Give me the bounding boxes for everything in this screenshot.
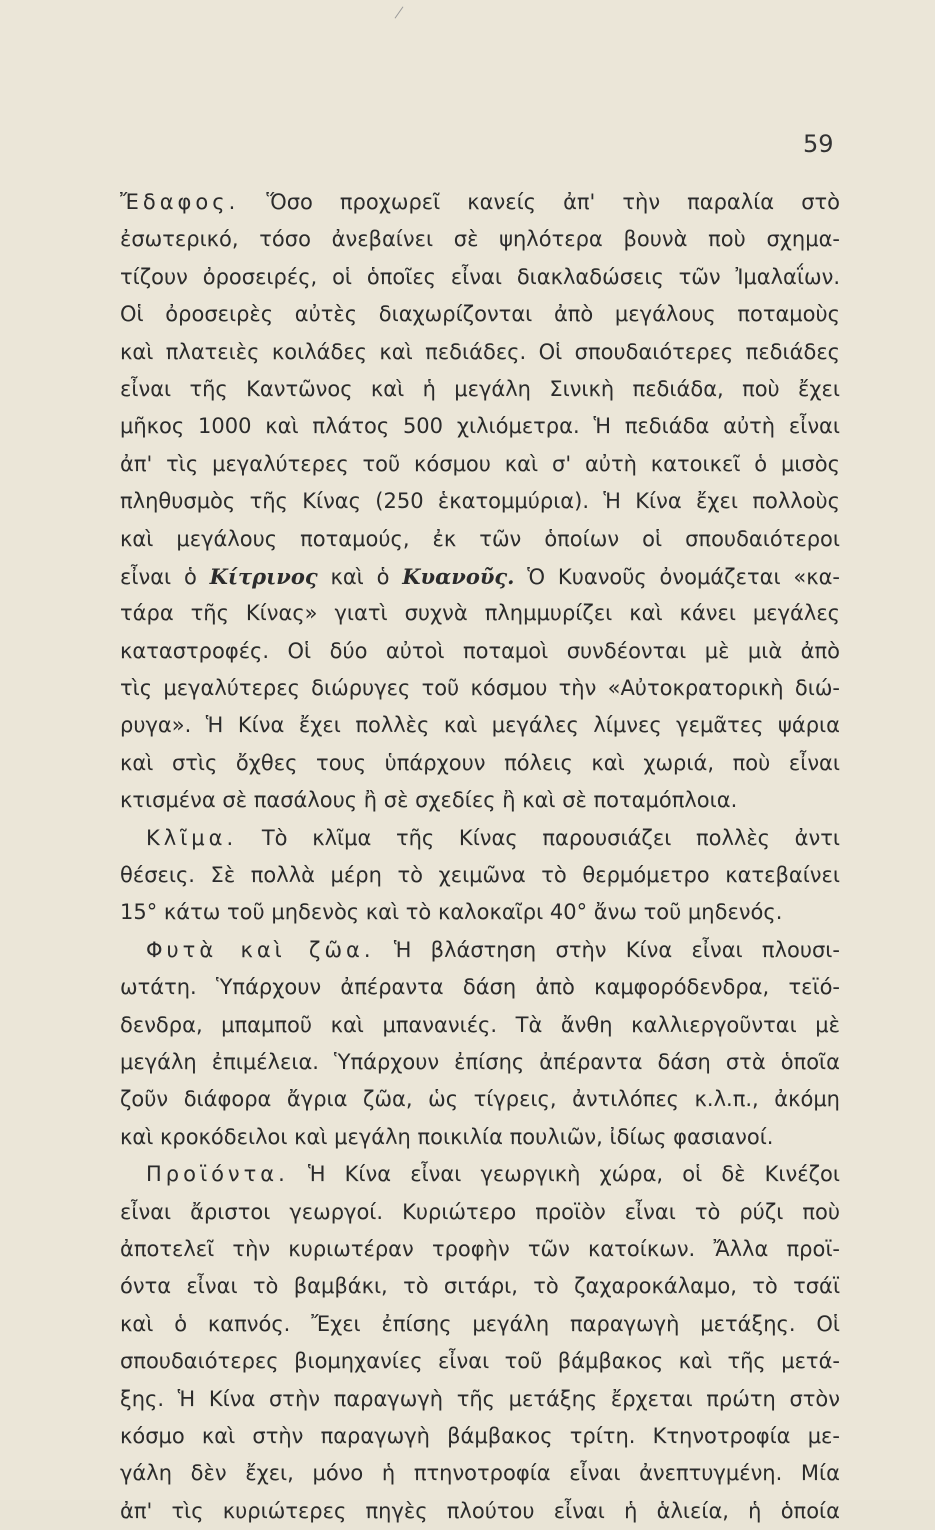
text-line [120, 1343, 840, 1380]
text-line [120, 1455, 840, 1492]
text-run: ωτάτη. Ὑπάρχουν ἀπέραντα δάση ἀπὸ καμφορόδενδρα, τεϊό- [120, 975, 840, 1000]
text-run: Ἡ βλάστηση στὴν Κίνα εἶναι πλουσι- [374, 937, 840, 962]
section-heading: Προϊόντα. [146, 1162, 289, 1187]
text-run: ἀποτελεῖ τὴν κυριωτέραν τροφὴν τῶν κατοίκων. Ἄλλα προϊ- [120, 1236, 840, 1261]
text-line [120, 371, 840, 408]
text-run: Ὅσο προχωρεῖ κανείς ἀπ' τὴν παραλία στὸ [239, 190, 840, 214]
text-run: εἶναι ἄριστοι γεωργοί. Κυριώτερο προϊὸν εἶναι τὸ ρύζι ποὺ [120, 1199, 840, 1224]
text-run: Ὁ Κυανοῦς ὀνομάζεται «κα- [514, 564, 841, 589]
text-run: καὶ ὁ [317, 564, 403, 589]
text-run: ζοῦν διάφορα ἄγρια ζῶα, ὡς τίγρεις, ἀντιλόπες κ.λ.π., ἀκόμη [120, 1087, 840, 1112]
text-run: καὶ στὶς ὄχθες τους ὑπάρχουν πόλεις καὶ χωριά, ποὺ εἶναι [120, 750, 840, 775]
section-heading: Φυτὰ καὶ ζῶα. [146, 937, 375, 962]
text-run: Οἱ ὀροσειρὲς αὐτὲς διαχωρίζονται ἀπὸ μεγάλους ποταμοὺς [120, 302, 840, 327]
text-line [120, 446, 840, 483]
text-line [120, 408, 840, 445]
text-line [120, 1156, 840, 1193]
text-line [120, 1044, 840, 1081]
text-line [120, 745, 840, 782]
text-run: γάλη δὲν ἔχει, μόνο ἡ πτηνοτροφία εἶναι ἀνεπτυγμένη. Μία [120, 1461, 840, 1486]
text-line [120, 894, 840, 931]
text-run: δενδρα, μπαμποῦ καὶ μπανανιές. Τὰ ἄνθη καλλιεργοῦνται μὲ [120, 1012, 840, 1037]
text-line [120, 1231, 840, 1268]
text-run: τὶς μεγαλύτερες διώρυγες τοῦ κόσμου τὴν «Αὐτοκρατορικὴ διώ- [120, 676, 840, 701]
text-line [120, 1306, 840, 1343]
text-run: κτισμένα σὲ πασάλους ἢ σὲ σχεδίες ἢ καὶ σὲ ποταμόπλοια. [120, 788, 738, 813]
text-run: καταστροφές. Οἱ δύο αὐτοὶ ποταμοὶ συνδέονται μὲ μιὰ ἀπὸ [120, 638, 840, 663]
text-line [120, 259, 840, 296]
text-line [120, 296, 840, 333]
text-run: Τὸ κλῖμα τῆς Κίνας παρουσιάζει πολλὲς ἀντι [237, 825, 840, 850]
emphasized-term: Κυανοῦς. [402, 563, 515, 589]
text-line [120, 1381, 840, 1418]
text-line [120, 595, 840, 632]
text-line [120, 670, 840, 707]
text-line [120, 1418, 840, 1455]
text-line [120, 820, 840, 857]
text-line [120, 184, 840, 221]
text-run: Ἡ Κίνα εἶναι γεωργικὴ χώρα, οἱ δὲ Κινέζοι [288, 1162, 840, 1187]
text-run: εἶναι τῆς Καντῶνος καὶ ἡ μεγάλη Σινικὴ πεδιάδα, ποὺ ἔχει [120, 376, 840, 401]
text-run: μῆκος 1000 καὶ πλάτος 500 χιλιόμετρα. Ἡ πεδιάδα αὐτὴ εἶναι [120, 414, 840, 439]
text-line [120, 521, 840, 558]
text-line [120, 1194, 840, 1231]
paper-mark [395, 6, 404, 18]
section-heading: Κλῖμα. [146, 825, 238, 850]
text-line [120, 932, 840, 969]
text-run: ἐσωτερικό, τόσο ἀνεβαίνει σὲ ψηλότερα βουνὰ ποὺ σχημα- [120, 227, 840, 252]
body-text [120, 184, 840, 1530]
text-run: πληθυσμὸς τῆς Κίνας (250 ἑκατομμύρια). Ἡ Κίνα ἔχει πολλοὺς [120, 489, 840, 514]
text-line [120, 334, 840, 371]
text-run: εἶναι ὁ [120, 564, 210, 589]
text-run: καὶ μεγάλους ποταμούς, ἐκ τῶν ὁποίων οἱ σπουδαιότεροι [120, 526, 840, 551]
text-line [120, 857, 840, 894]
text-run: 15° κάτω τοῦ μηδενὸς καὶ τὸ καλοκαῖρι 40° ἄνω τοῦ μηδενός. [120, 900, 783, 925]
text-run: κόσμο καὶ στὴν παραγωγὴ βάμβακος τρίτη. Κτηνοτροφία με- [120, 1423, 840, 1448]
text-line [120, 483, 840, 520]
text-run: τάρα τῆς Κίνας» γιατὶ συχνὰ πλημμυρίζει καὶ κάνει μεγάλες [120, 601, 840, 626]
text-run: ἀπ' τὶς κυριώτερες πηγὲς πλούτου εἶναι ἡ ἁλιεία, ἡ ὁποία [120, 1498, 840, 1523]
text-run: τίζουν ὀροσειρές, οἱ ὁποῖες εἶναι διακλαδώσεις τῶν Ἰμαλαΐων. [120, 264, 840, 289]
text-line [120, 1081, 840, 1118]
text-run: όντα εἶναι τὸ βαμβάκι, τὸ σιτάρι, τὸ ζαχαροκάλαμο, τὸ τσάϊ [120, 1274, 840, 1299]
text-line [120, 1493, 840, 1530]
text-line [120, 782, 840, 819]
text-run: σπουδαιότερες βιομηχανίες εἶναι τοῦ βάμβακος καὶ τῆς μετά- [120, 1349, 840, 1374]
text-run: καὶ ὁ καπνός. Ἔχει ἐπίσης μεγάλη παραγωγὴ μετάξης. Οἱ [120, 1311, 840, 1336]
text-line [120, 707, 840, 744]
text-line [120, 221, 840, 258]
text-line [120, 1007, 840, 1044]
text-run: ξης. Ἡ Κίνα στὴν παραγωγὴ τῆς μετάξης ἔρχεται πρώτη στὸν [120, 1386, 840, 1411]
emphasized-term: Κίτρινος [209, 563, 318, 589]
text-line [120, 633, 840, 670]
text-run: ἀπ' τὶς μεγαλύτερες τοῦ κόσμου καὶ σ' αὐτὴ κατοικεῖ ὁ μισὸς [120, 451, 840, 476]
page-number: 59 [803, 130, 834, 158]
text-run: καὶ κροκόδειλοι καὶ μεγάλη ποικιλία πουλιῶν, ἰδίως φασιανοί. [120, 1124, 774, 1149]
section-heading: Ἔδαφος. [120, 190, 240, 214]
text-line [120, 558, 840, 595]
text-line [120, 969, 840, 1006]
text-line [120, 1268, 840, 1305]
text-run: μεγάλη ἐπιμέλεια. Ὑπάρχουν ἐπίσης ἀπέραντα δάση στὰ ὁποῖα [120, 1049, 840, 1074]
text-run: καὶ πλατειὲς κοιλάδες καὶ πεδιάδες. Οἱ σπουδαιότερες πεδιάδες [120, 339, 840, 364]
text-run: θέσεις. Σὲ πολλὰ μέρη τὸ χειμῶνα τὸ θερμόμετρο κατεβαίνει [120, 863, 840, 888]
text-run: ρυγα». Ἡ Κίνα ἔχει πολλὲς καὶ μεγάλες λίμνες γεμᾶτες ψάρια [120, 713, 840, 738]
text-line [120, 1119, 840, 1156]
